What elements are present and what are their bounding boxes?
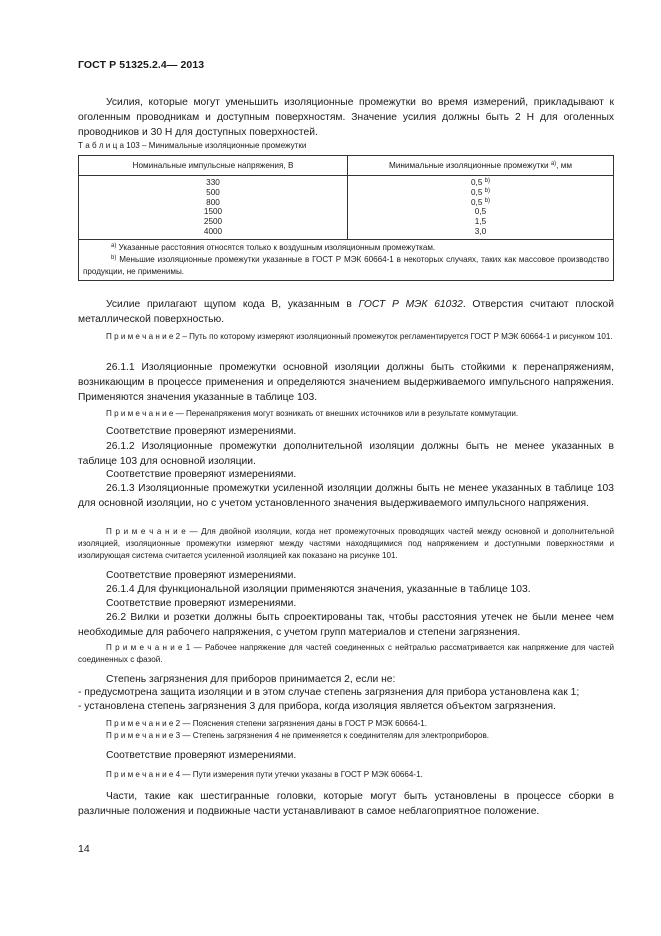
note-4-creepage: П р и м е ч а н и е 4 — Пути измерения пути утечки указаны в ГОСТ Р МЭК 60664-1. xyxy=(106,770,423,779)
compliance-check: Соответствие проверяют измерениями. xyxy=(106,469,297,480)
table-caption xyxy=(78,140,614,152)
table-cell: 3,0 xyxy=(474,226,487,236)
table-header-voltage: Номинальные импульсные напряжения, В xyxy=(79,156,348,176)
table-cell: 1500 xyxy=(203,207,223,217)
final-paragraph: Части, такие как шестигранные головки, которые могут быть установлены в процессе сборки в различные положения и подвижные части устанавливают в самое неблагоприятное положение. xyxy=(78,791,614,817)
table-cell: 0,5 xyxy=(474,207,487,217)
pollution-item: - предусмотрена защита изоляции и в этом случае степень загрязнения для прибора установлена как 1; xyxy=(78,687,580,698)
table-voltage-values xyxy=(79,176,348,240)
table-103 xyxy=(78,155,614,281)
note-1-working-voltage: П р и м е ч а н и е 1 — Рабочее напряжение для частей соединенных с нейтралью рассматривается как напряжение для частей соединенных с фазой. xyxy=(78,643,614,664)
intro-paragraph: Усилия, которые могут уменьшить изоляционные промежутки во время измерений, прикладывают к оголенным проводникам и доступным поверхностям. Значение усилия должны быть 2 Н для оголенных проводников и 30 Н для доступных поверхностей. xyxy=(78,97,614,138)
table-caption-text: 103 – Минимальные изоляционные промежутки xyxy=(126,141,307,150)
compliance-check: Соответствие проверяют измерениями. xyxy=(106,570,297,581)
compliance-check: Соответствие проверяют измерениями. xyxy=(106,426,297,437)
compliance-check: Соответствие проверяют измерениями. xyxy=(106,750,297,761)
compliance-check: Соответствие проверяют измерениями. xyxy=(106,598,297,609)
table-cell: 330 xyxy=(206,178,220,187)
clause-26-2: 26.2 Вилки и розетки должны быть спроектированы так, чтобы расстояния утечек не были менее чем необходимые для рабочего напряжения, с учетом групп материалов и степени загрязнения. xyxy=(78,612,614,638)
table-cell: 2500 xyxy=(203,217,223,227)
table-cell: 4000 xyxy=(203,226,223,236)
table-caption-prefix: Т а б л и ц а xyxy=(78,141,124,150)
table-cell: 1,5 xyxy=(474,217,487,227)
pollution-item: - установлена степень загрязнения 3 для прибора, когда изоляция является объектом загрязнения. xyxy=(78,701,556,712)
clause-26-1-3: 26.1.3 Изоляционные промежутки усиленной изоляции должны быть не менее указанных в таблице 103 для основной изоляции, но с учетом установленного значения выдерживаемого импульсного напряжения. xyxy=(78,483,614,509)
note-3-pollution: П р и м е ч а н и е 3 — Степень загрязнения 4 не применяется к соединителям для электроприборов. xyxy=(106,731,490,740)
note-2-pollution: П р и м е ч а н и е 2 — Пояснения степени загрязнения даны в ГОСТ Р МЭК 60664-1. xyxy=(106,719,428,728)
table-clearance-values xyxy=(348,176,614,240)
clause-26-1-1: 26.1.1 Изоляционные промежутки основной изоляции должны быть стойкими к перенапряжениям, возникающим в процессе применения и определяются значением выдерживаемого импульсного напряжения. Применяются значения указанные в таблице 103. xyxy=(78,362,614,403)
page-number: 14 xyxy=(78,843,90,855)
table-cell: 500 xyxy=(206,187,220,197)
table-cell: 800 xyxy=(206,197,220,207)
pollution-intro: Степень загрязнения для приборов принимается 2, если не: xyxy=(106,674,396,685)
note-2-path: П р и м е ч а н и е 2 – Путь по которому измеряют изоляционный промежуток регламентируется ГОСТ Р МЭК 60664-1 и рисунком 101. xyxy=(106,332,613,341)
running-header: ГОСТ Р 51325.2.4— 2013 xyxy=(78,59,205,71)
table-header-clearance: Минимальные изоляционные промежутки $^{а)}$, мм xyxy=(348,156,614,176)
table-cell: 0,5 $^{b)}$ xyxy=(470,178,490,187)
table-footnotes xyxy=(79,239,614,280)
clause-26-1-4: 26.1.4 Для функциональной изоляции применяются значения, указанные в таблице 103. xyxy=(106,584,531,595)
footnote-b: $^{b)}$ Меньшие изоляционные промежутки указанные в ГОСТ Р МЭК 60664-1 в некоторых случаях, таких как массовое производство продукции, не применимы. xyxy=(83,254,609,276)
probe-paragraph: Усилие прилагают щупом кода В, указанным в ГОСТ Р МЭК 61032. Отверстия считают плоской металлической поверхностью. xyxy=(78,299,614,325)
note-overvoltage: П р и м е ч а н и е — Перенапряжения могут возникать от внешних источников или в результате коммутации. xyxy=(106,409,519,418)
footnote-a: $^{а)}$ Указанные расстояния относятся только к воздушным изоляционным промежуткам. xyxy=(111,242,436,252)
note-double-insulation: П р и м е ч а н и е — Для двойной изоляции, когда нет промежуточных проводящих частей между основной и дополнительной изоляцией, изоляционные промежутки измеряют между частями находящимися под напряжением и доступными поверхностями и изолирующая система считается усиленной изоляцией как показано на рисунке 101. xyxy=(78,527,614,560)
table-cell: 0,5 $^{b)}$ xyxy=(470,197,490,207)
table-cell: 0,5 $^{b)}$ xyxy=(470,187,490,197)
clause-26-1-2: 26.1.2 Изоляционные промежутки дополнительной изоляции должны быть не менее указанных в таблице 103 для основной изоляции. xyxy=(78,441,614,467)
